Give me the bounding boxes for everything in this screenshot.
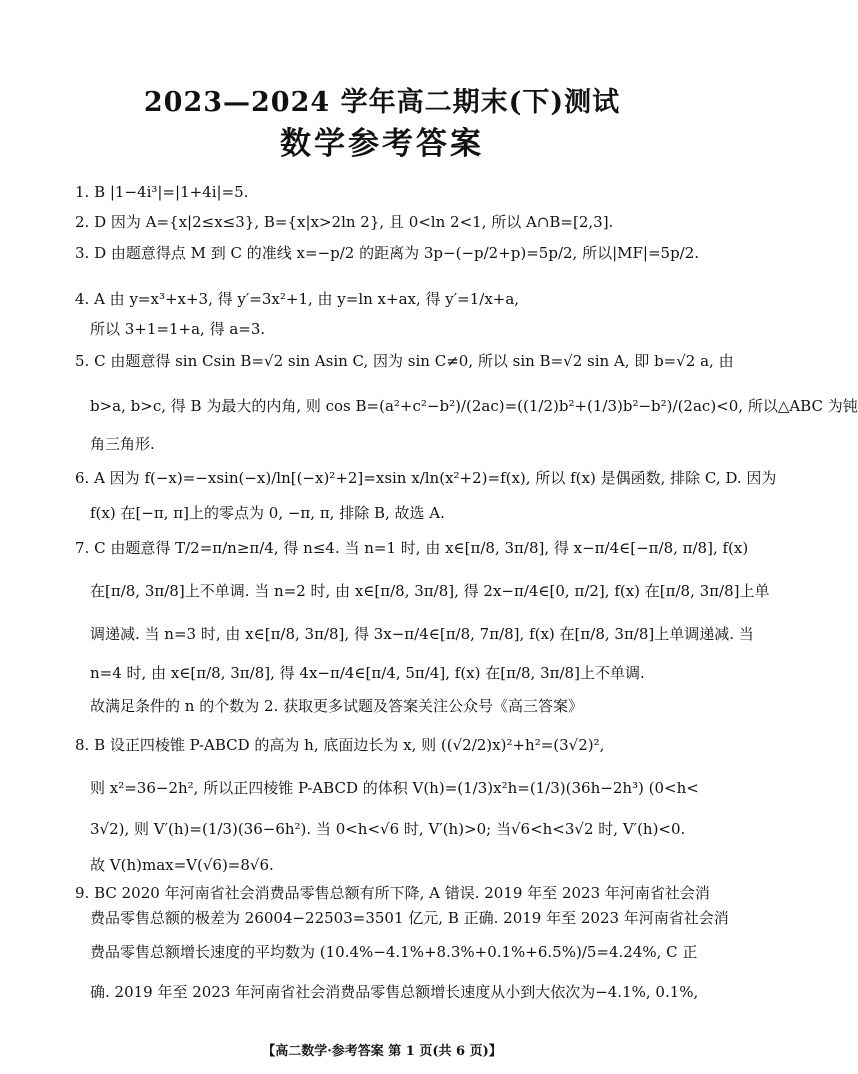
answer-line: 8. B 设正四棱锥 P-ABCD 的高为 h, 底面边长为 x, 则 ((√2/2)x)²+h²=(3√2)²,: [75, 736, 605, 754]
answer-line: 在[π/8, 3π/8]上不单调. 当 n=2 时, 由 x∈[π/8, 3π/8], 得 2x−π/4∈[0, π/2], f(x) 在[π/8, 3π/8]上单: [90, 582, 770, 600]
page-footer: 【高二数学·参考答案 第 1 页(共 6 页)】: [262, 1044, 502, 1059]
answer-line: 故 V(h)max=V(√6)=8√6.: [90, 856, 274, 874]
answer-line: 4. A 由 y=x³+x+3, 得 y′=3x²+1, 由 y=ln x+ax, 得 y′=1/x+a,: [75, 290, 520, 308]
answer-line: 故满足条件的 n 的个数为 2. 获取更多试题及答案关注公众号《高三答案》: [90, 697, 584, 715]
answer-line: 1. B |1−4i³|=|1+4i|=5.: [75, 183, 249, 201]
answer-line: 所以 3+1=1+a, 得 a=3.: [90, 320, 266, 338]
answer-line: 6. A 因为 f(−x)=−xsin(−x)/ln[(−x)²+2]=xsin x/ln(x²+2)=f(x), 所以 f(x) 是偶函数, 排除 C, D. 因为: [75, 469, 777, 487]
answer-line: 则 x²=36−2h², 所以正四棱锥 P-ABCD 的体积 V(h)=(1/3)x²h=(1/3)(36h−2h³) (0<h<: [90, 779, 699, 797]
answer-line: 费品零售总额的极差为 26004−22503=3501 亿元, B 正确. 2019 年至 2023 年河南省社会消: [90, 909, 729, 927]
answer-line: b>a, b>c, 得 B 为最大的内角, 则 cos B=(a²+c²−b²)/(2ac)=((1/2)b²+(1/3)b²−b²)/(2ac)<0, 所以△ABC 为钝: [90, 397, 858, 415]
answer-line: 确. 2019 年至 2023 年河南省社会消费品零售总额增长速度从小到大依次为−4.1%, 0.1%,: [90, 983, 699, 1001]
answer-line: 2. D 因为 A={x|2≤x≤3}, B={x|x>2ln 2}, 且 0<ln 2<1, 所以 A∩B=[2,3].: [75, 213, 614, 231]
answer-line: 3. D 由题意得点 M 到 C 的准线 x=−p/2 的距离为 3p−(−p/2+p)=5p/2, 所以|MF|=5p/2.: [75, 244, 700, 262]
answer-line: f(x) 在[−π, π]上的零点为 0, −π, π, 排除 B, 故选 A.: [90, 504, 445, 522]
answer-line: n=4 时, 由 x∈[π/8, 3π/8], 得 4x−π/4∈[π/4, 5π/4], f(x) 在[π/8, 3π/8]上不单调.: [90, 664, 645, 682]
answer-line: 9. BC 2020 年河南省社会消费品零售总额有所下降, A 错误. 2019 年至 2023 年河南省社会消: [75, 884, 710, 902]
page-title: 数学参考答案: [280, 126, 484, 162]
answer-line: 角三角形.: [90, 435, 155, 453]
exam-title: 2023—2024 学年高二期末(下)测试: [143, 87, 621, 118]
answer-line: 7. C 由题意得 T/2=π/n≥π/4, 得 n≤4. 当 n=1 时, 由 x∈[π/8, 3π/8], 得 x−π/4∈[−π/8, π/8], f(x): [75, 539, 749, 557]
answer-line: 费品零售总额增长速度的平均数为 (10.4%−4.1%+8.3%+0.1%+6.5%)/5=4.24%, C 正: [90, 943, 698, 961]
answer-line: 5. C 由题意得 sin Csin B=√2 sin Asin C, 因为 sin C≠0, 所以 sin B=√2 sin A, 即 b=√2 a, 由: [75, 352, 734, 370]
answer-line: 3√2), 则 V′(h)=(1/3)(36−6h²). 当 0<h<√6 时, V′(h)>0; 当√6<h<3√2 时, V′(h)<0.: [90, 820, 686, 838]
answer-line: 调递减. 当 n=3 时, 由 x∈[π/8, 3π/8], 得 3x−π/4∈[π/8, 7π/8], f(x) 在[π/8, 3π/8]上单调递减. 当: [90, 625, 754, 643]
